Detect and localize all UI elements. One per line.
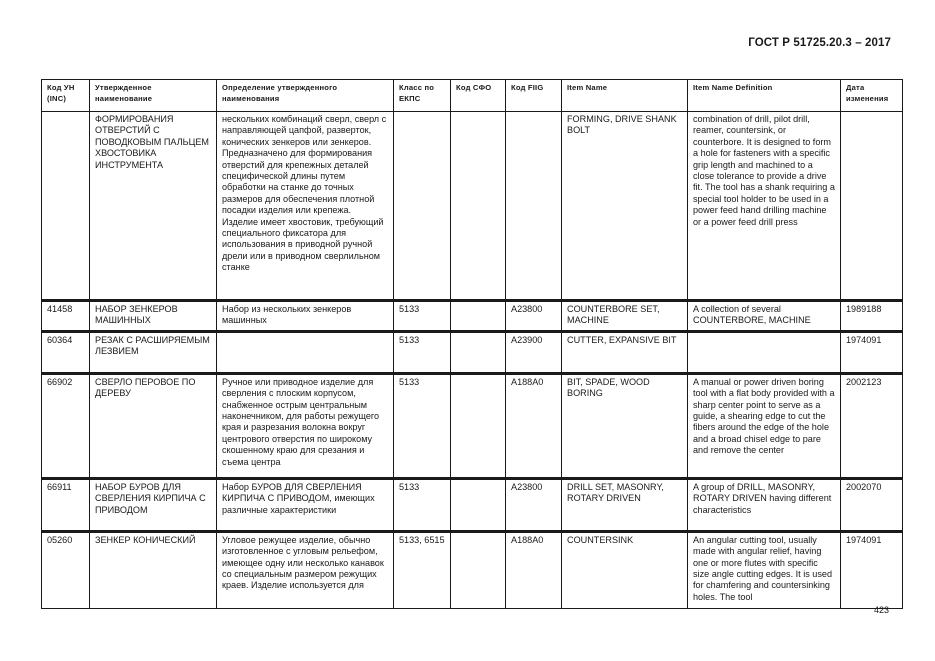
cell-date: 2002123 [841,373,903,478]
cell-item-name: DRILL SET, MASONRY, ROTARY DRIVEN [562,478,688,531]
cell-name-ru: НАБОР ЗЕНКЕРОВ МАШИННЫХ [90,301,217,332]
cell-class: 5133 [394,373,451,478]
cell-inc: 66902 [42,373,90,478]
cell-sfo [451,531,506,608]
cell-inc: 66911 [42,478,90,531]
table-row [42,331,903,373]
table-row [42,531,903,608]
column-header-item-definition: Item Name Definition [688,80,841,112]
cell-item-name: COUNTERSINK [562,531,688,608]
cell-class [394,112,451,301]
cell-fiig: A23800 [506,301,562,332]
cell-inc: 41458 [42,301,90,332]
cell-item-definition: A collection of several COUNTERBORE, MACHINE [688,301,841,332]
page-number: 423 [873,605,889,615]
cell-name-ru: СВЕРЛО ПЕРОВОЕ ПО ДЕРЕВУ [90,373,217,478]
cell-date: 2002070 [841,478,903,531]
column-header-inc: Код УН (INC) [42,80,90,112]
cell-name-ru: РЕЗАК С РАСШИРЯЕМЫМ ЛЕЗВИЕМ [90,331,217,373]
cell-definition-ru: Набор БУРОВ ДЛЯ СВЕРЛЕНИЯ КИРПИЧА С ПРИВОДОМ, имеющих различные характеристики [217,478,394,531]
column-header-name-ru: Утвержденное наименование [90,80,217,112]
cell-sfo [451,301,506,332]
cell-fiig: A188A0 [506,373,562,478]
cell-name-ru: ЗЕНКЕР КОНИЧЕСКИЙ [90,531,217,608]
column-header-class: Класс по ЕКПС [394,80,451,112]
column-header-item-name: Item Name [562,80,688,112]
cell-sfo [451,478,506,531]
cell-sfo [451,112,506,301]
cell-item-name: COUNTERBORE SET, MACHINE [562,301,688,332]
cell-definition-ru: Угловое режущее изделие, обычно изготовленное с угловым рельефом, имеющее одну или несколько канавок со специальным размером режущих краев. Изделие используется для [217,531,394,608]
cell-inc: 05260 [42,531,90,608]
cell-item-definition [688,331,841,373]
cell-date: 1974091 [841,331,903,373]
table-header-row [42,80,903,112]
cell-sfo [451,373,506,478]
cell-class: 5133 [394,478,451,531]
cell-item-name: BIT, SPADE, WOOD BORING [562,373,688,478]
cell-fiig [506,112,562,301]
document-title: ГОСТ Р 51725.20.3 – 2017 [748,37,891,49]
cell-item-definition: A manual or power driven boring tool with a flat body provided with a sharp center point to serve as a guide, a shearing edge to cut the fibers around the edge of the hole and a broad chisel edge to pare and remove the center [688,373,841,478]
cell-inc [42,112,90,301]
cell-date: 1974091 [841,531,903,608]
cell-fiig: A23900 [506,331,562,373]
cell-item-definition: An angular cutting tool, usually made with angular relief, having one or more flutes with specific size angle cutting edges. It is used for chamfering and countersinking holes. The tool [688,531,841,608]
column-header-fiig: Код FIIG [506,80,562,112]
cell-inc: 60364 [42,331,90,373]
cell-class: 5133, 6515 [394,531,451,608]
cell-fiig: A188A0 [506,531,562,608]
catalog-table [41,79,903,609]
column-header-date: Дата изменения [841,80,903,112]
cell-date: 1989188 [841,301,903,332]
table-row [42,112,903,301]
cell-item-name: CUTTER, EXPANSIVE BIT [562,331,688,373]
cell-definition-ru: нескольких комбинаций сверл, сверл с направляющей цапфой, разверток, конических зенкеров или зенкеров. Предназначено для формирования отверстий для крепежных деталей специфической длины путем обработки на станке до точных размеров для обеспечения плотной посадки изделия или крепежа. Изделие имеет хвостовик, требующий специального фиксатора для использования в приводной ручной дрели или в приводном сверлильном станке [217,112,394,301]
cell-item-definition: combination of drill, pilot drill, reamer, countersink, or counterbore. It is designed to form a hole for fasteners with a specific grip length and machined to a close tolerance to provide a drive fit. The tool has a shank requiring a special tool holder to be used in a power feed hand drilling machine or a power feed drill press [688,112,841,301]
column-header-sfo: Код СФО [451,80,506,112]
cell-name-ru: НАБОР БУРОВ ДЛЯ СВЕРЛЕНИЯ КИРПИЧА С ПРИВОДОМ [90,478,217,531]
cell-item-name: FORMING, DRIVE SHANK BOLT [562,112,688,301]
cell-definition-ru [217,331,394,373]
cell-item-definition: A group of DRILL, MASONRY, ROTARY DRIVEN having different characteristics [688,478,841,531]
cell-class: 5133 [394,301,451,332]
table-row [42,478,903,531]
table-row [42,301,903,332]
column-header-definition-ru: Определение утвержденного наименования [217,80,394,112]
table-row [42,373,903,478]
cell-fiig: A23800 [506,478,562,531]
cell-definition-ru: Набор из нескольких зенкеров машинных [217,301,394,332]
cell-name-ru: ФОРМИРОВАНИЯ ОТВЕРСТИЙ С ПОВОДКОВЫМ ПАЛЬЦЕМ ХВОСТОВИКА ИНСТРУМЕНТА [90,112,217,301]
cell-date [841,112,903,301]
cell-class: 5133 [394,331,451,373]
cell-sfo [451,331,506,373]
cell-definition-ru: Ручное или приводное изделие для сверления с плоским корпусом, снабженное острым центральным наконечником, для работы режущего края и разрезания волокна вокруг центрового отверстия по широкому скошенному краю для срезания и съема центра [217,373,394,478]
